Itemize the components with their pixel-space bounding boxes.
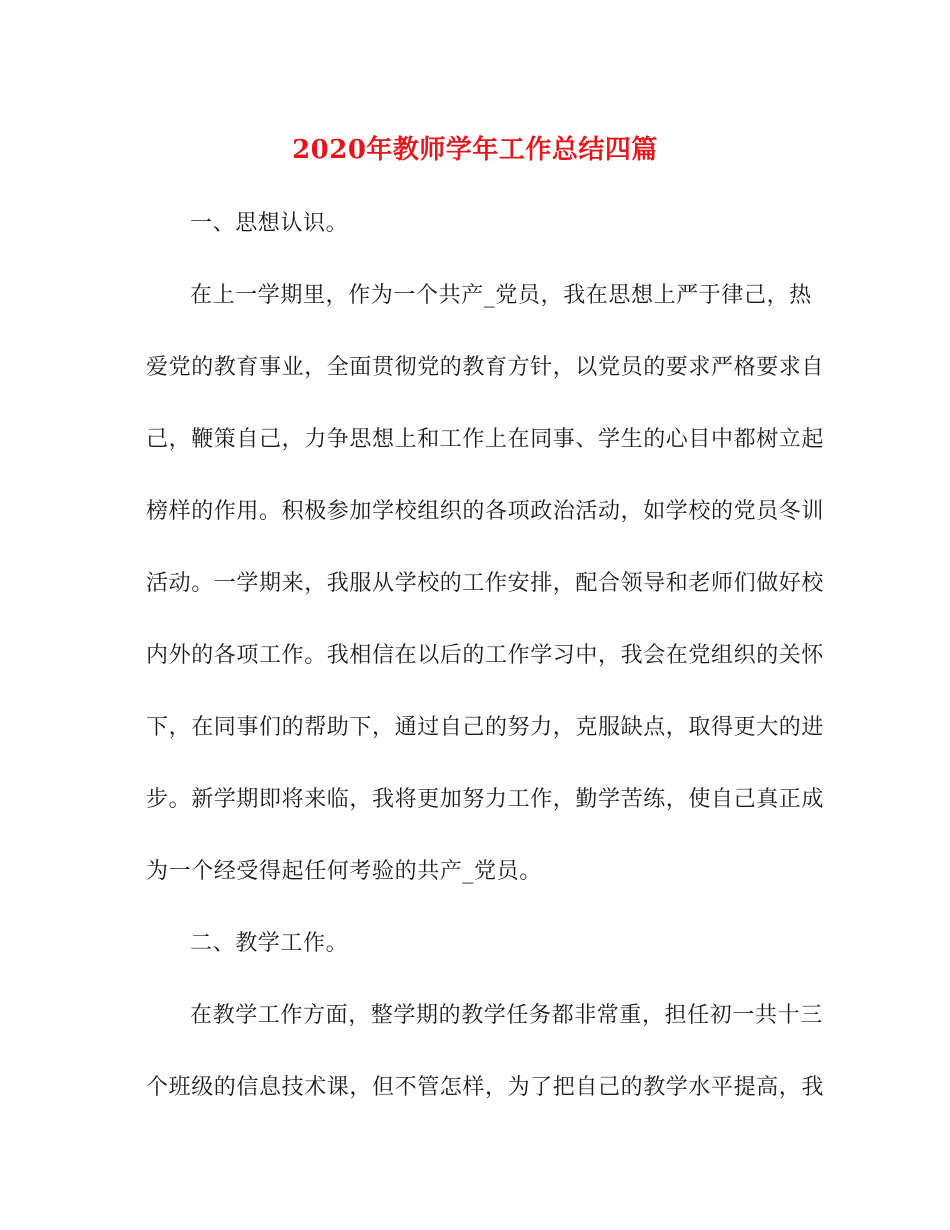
paragraph-teaching	[146, 980, 825, 1124]
heading-text: 二、教学工作。	[190, 931, 349, 956]
paragraph-line: 爱党的教育事业，全面贯彻党的教育方针，以党员的要求严格要求自	[146, 355, 825, 380]
paragraph-line: 为一个经受得起任何考验的共产_党员。	[146, 859, 542, 884]
paragraph-line: 己，鞭策自己，力争思想上和工作上在同事、学生的心目中都树立起	[146, 427, 825, 452]
section-heading-teaching	[146, 908, 806, 980]
document-title: 2020年教师学年工作总结四篇	[292, 135, 658, 165]
paragraph-ideology	[146, 260, 825, 908]
section-heading-ideology	[146, 188, 806, 260]
paragraph-line: 步。新学期即将来临，我将更加努力工作，勤学苦练，使自己真正成	[146, 787, 825, 812]
paragraph-line: 在教学工作方面，整学期的教学任务都非常重，担任初一共十三	[190, 1003, 823, 1028]
heading-text: 一、思想认识。	[190, 211, 349, 236]
paragraph-line: 内外的各项工作。我相信在以后的工作学习中，我会在党组织的关怀	[146, 643, 825, 668]
paragraph-line: 榜样的作用。积极参加学校组织的各项政治活动，如学校的党员冬训	[146, 499, 825, 524]
paragraph-line: 下，在同事们的帮助下，通过自己的努力，克服缺点，取得更大的进	[146, 715, 825, 740]
paragraph-line: 在上一学期里，作为一个共产_党员，我在思想上严于律己，热	[190, 283, 812, 308]
paragraph-line: 个班级的信息技术课，但不管怎样，为了把自己的教学水平提高，我	[146, 1075, 825, 1100]
document-body	[146, 188, 825, 1124]
paragraph-line: 活动。一学期来，我服从学校的工作安排，配合领导和老师们做好校	[146, 571, 825, 596]
